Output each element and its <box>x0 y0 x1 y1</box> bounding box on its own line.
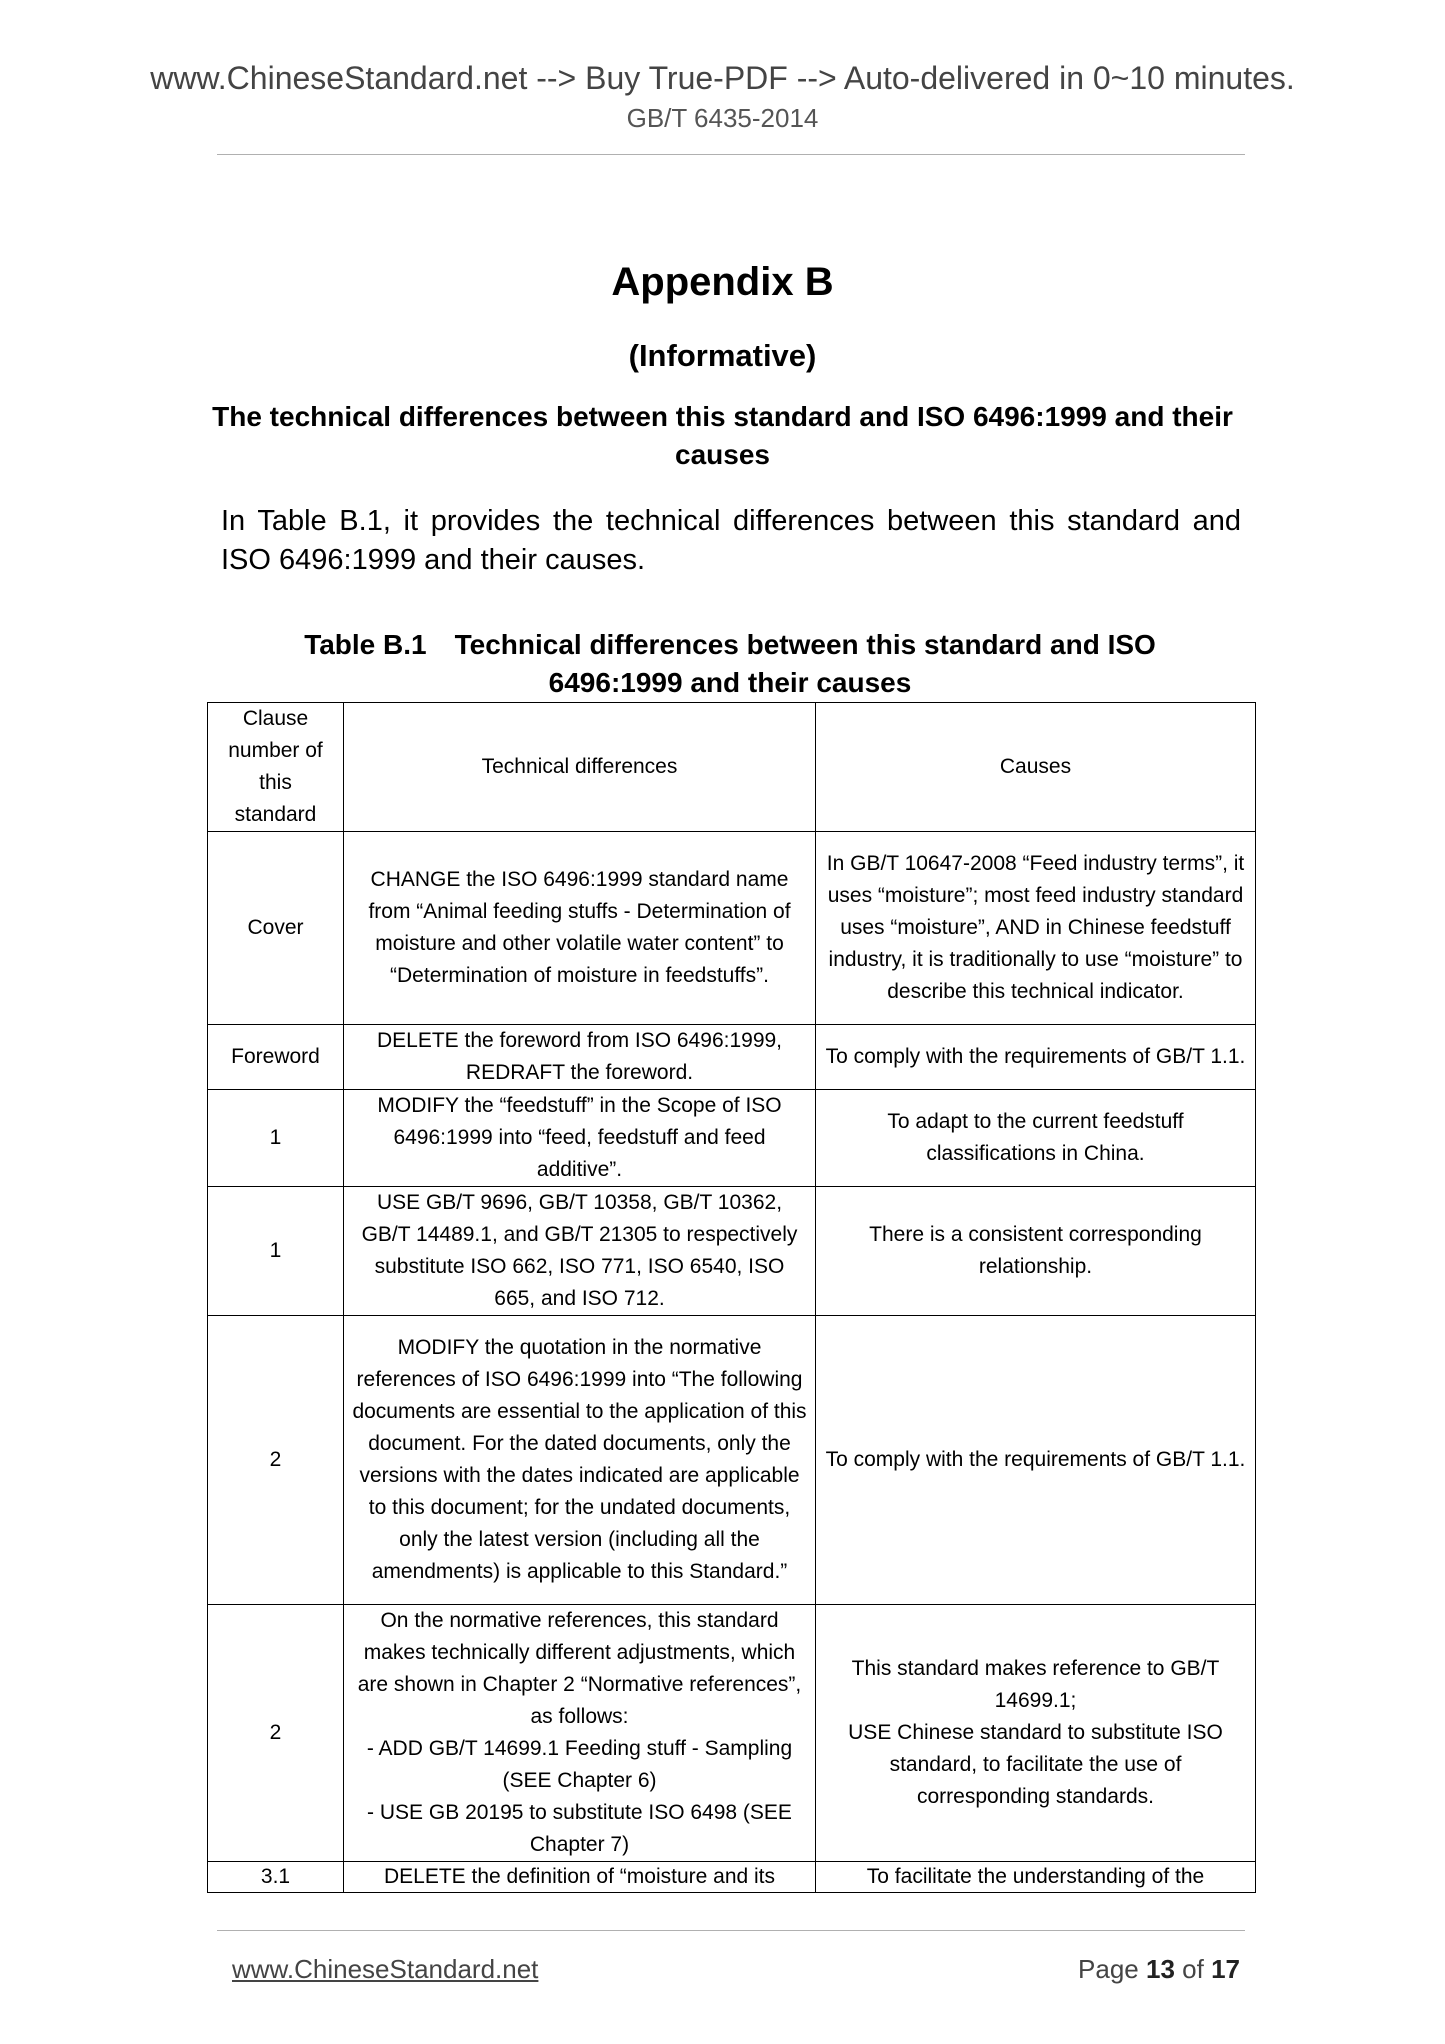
intro-paragraph: In Table B.1, it provides the technical differences between this standard and ISO 6496:1999 and their causes. <box>221 505 1241 576</box>
row-clause: 2 <box>208 1316 344 1605</box>
cause-line: This standard makes reference to GB/T 14699.1; <box>851 1657 1220 1712</box>
header-clause: Clause number of this standard <box>208 703 344 832</box>
row-difference: CHANGE the ISO 6496:1999 standard name from “Animal feeding stuffs - Determination of moisture and other volatile water content” to “Determination of moisture in feedstuffs”. <box>344 832 816 1025</box>
table-row <box>208 832 1256 1025</box>
difference-line: - USE GB 20195 to substitute ISO 6498 (SEE Chapter 7) <box>367 1801 792 1856</box>
of-label: of <box>1182 1954 1204 1984</box>
table-row <box>208 1862 1256 1893</box>
row-cause: In GB/T 10647-2008 “Feed industry terms”, it uses “moisture”; most feed industry standard uses “moisture”, AND in Chinese feedstuff industry, it is traditionally to use “moisture” to describe this technical indicator. <box>816 832 1256 1025</box>
table-header-row <box>208 703 1256 832</box>
page-number: 13 <box>1146 1954 1175 1984</box>
header-banner: www.ChineseStandard.net --> Buy True-PDF --> Auto-delivered in 0~10 minutes. <box>150 60 1295 96</box>
row-clause: 1 <box>208 1187 344 1316</box>
table-row <box>208 1605 1256 1862</box>
difference-line: On the normative references, this standard makes technically different adjustments, which are shown in Chapter 2 “Normative references”, as follows: <box>357 1609 802 1728</box>
row-cause: To facilitate the understanding of the <box>816 1862 1256 1893</box>
appendix-subtitle: The technical differences between this standard and ISO 6496:1999 and their causes <box>212 401 1233 470</box>
row-cause: There is a consistent corresponding relationship. <box>816 1187 1256 1316</box>
footer-divider <box>217 1930 1245 1931</box>
table-row <box>208 1025 1256 1090</box>
row-difference: USE GB/T 9696, GB/T 10358, GB/T 10362, GB/T 14489.1, and GB/T 21305 to respectively substitute ISO 662, ISO 771, ISO 6540, ISO 665, and ISO 712. <box>344 1187 816 1316</box>
cause-line: USE Chinese standard to substitute ISO standard, to facilitate the use of corresponding standards. <box>848 1721 1223 1808</box>
row-difference: MODIFY the “feedstuff” in the Scope of ISO 6496:1999 into “feed, feedstuff and feed additive”. <box>344 1090 816 1187</box>
appendix-type: (Informative) <box>628 338 817 373</box>
row-cause: To comply with the requirements of GB/T 1.1. <box>816 1316 1256 1605</box>
row-clause: 3.1 <box>208 1862 344 1893</box>
header-divider <box>217 154 1245 155</box>
row-cause <box>816 1605 1256 1862</box>
row-difference: DELETE the foreword from ISO 6496:1999, REDRAFT the foreword. <box>344 1025 816 1090</box>
table-caption-line-1: Table B.1 Technical differences between this standard and ISO <box>304 629 1156 660</box>
page-indicator <box>1078 1952 1240 1986</box>
header-causes: Causes <box>816 703 1256 832</box>
row-clause: Cover <box>208 832 344 1025</box>
row-difference <box>344 1605 816 1862</box>
table-row <box>208 1316 1256 1605</box>
page-label: Page <box>1078 1954 1139 1984</box>
row-clause: 1 <box>208 1090 344 1187</box>
document-code: GB/T 6435-2014 <box>626 103 819 133</box>
footer-site-link[interactable]: www.ChineseStandard.net <box>232 1954 539 1984</box>
appendix-title: Appendix B <box>611 260 834 304</box>
row-clause: 2 <box>208 1605 344 1862</box>
row-cause: To adapt to the current feedstuff classifications in China. <box>816 1090 1256 1187</box>
table-row <box>208 1090 1256 1187</box>
row-cause: To comply with the requirements of GB/T 1.1. <box>816 1025 1256 1090</box>
row-difference: DELETE the definition of “moisture and its <box>344 1862 816 1893</box>
table-caption-line-2: 6496:1999 and their causes <box>548 667 912 698</box>
header-differences: Technical differences <box>344 703 816 832</box>
table-row <box>208 1187 1256 1316</box>
difference-line: - ADD GB/T 14699.1 Feeding stuff - Sampling (SEE Chapter 6) <box>366 1737 793 1792</box>
row-difference: MODIFY the quotation in the normative references of ISO 6496:1999 into “The following documents are essential to the application of this document. For the dated documents, only the versions with the dates indicated are applicable to this document; for the undated documents, only the latest version (including all the amendments) is applicable to this Standard.” <box>344 1316 816 1605</box>
total-pages: 17 <box>1211 1954 1240 1984</box>
table-caption <box>240 626 1220 702</box>
row-clause: Foreword <box>208 1025 344 1090</box>
differences-table <box>207 702 1256 1893</box>
